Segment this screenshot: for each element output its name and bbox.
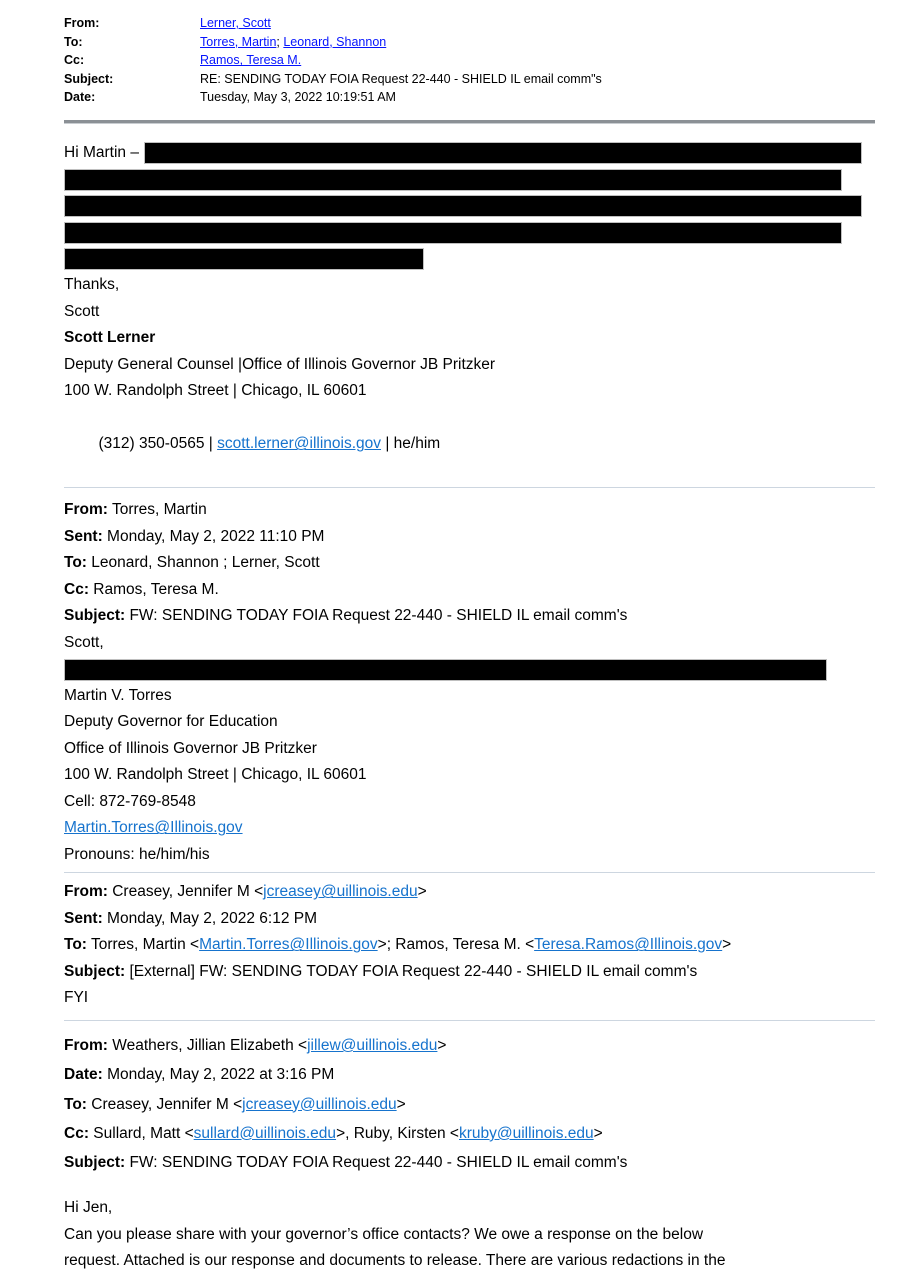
message3-creasey [64,879,875,1012]
from-name: Weathers, Jillian Elizabeth < [107,1036,308,1054]
cc-link-ramos[interactable]: Ramos, Teresa M. [200,53,302,68]
signature-address: 100 W. Randolph Street | Chicago, IL 60601 [64,382,367,400]
to-label: To: [64,936,87,954]
email-link-ruby[interactable]: kruby@uillinois.edu [458,1124,594,1142]
redaction-row [64,219,875,246]
to-close: > [396,1095,406,1113]
email-link-creasey[interactable]: jcreasey@uillinois.edu [242,1095,397,1113]
body-line-1: Can you please share with your governor’s office contacts? We owe a response on the below [64,1225,704,1243]
message-divider [64,872,875,873]
redaction-row [64,193,875,220]
thanks-line: Thanks, [64,276,120,294]
signature-title: Deputy Governor for Education [64,713,278,731]
from-label: From: [64,501,108,519]
subject-line [64,959,875,986]
signature-contact-line [64,405,875,485]
email-header-to-row [64,33,875,52]
from-line [64,1031,875,1060]
signature-office: Office of Illinois Governor JB Pritzker [64,739,317,757]
greeting-line: Hi Jen, [64,1199,113,1217]
to-name1: Torres, Martin < [86,936,200,954]
sent-value: Monday, May 2, 2022 6:12 PM [102,909,317,927]
message-divider [64,487,875,488]
greeting-line [64,140,875,167]
subject-label: Subject: [64,962,126,980]
salutation-line: Scott, [64,633,104,651]
to-separator: ; [276,34,284,49]
from-close: > [417,883,427,901]
to-name: Creasey, Jennifer M < [86,1095,243,1113]
from-value: Torres, Martin [107,501,207,519]
date-value: Monday, May 2, 2022 at 3:16 PM [102,1066,335,1084]
redaction-bar [64,195,862,217]
email-link-torres[interactable]: Martin.Torres@Illinois.gov [199,936,378,954]
from-name: Creasey, Jennifer M < [107,883,264,901]
cc-line [64,577,875,604]
cc-label: Cc: [64,53,85,68]
sent-label: Sent: [64,527,103,545]
cc-line [64,1119,875,1148]
to-line [64,932,875,959]
email-link-creasey[interactable]: jcreasey@uillinois.edu [263,883,418,901]
phone-text: (312) 350-0565 | [98,435,218,453]
to-close: > [722,936,732,954]
message-divider [64,1020,875,1021]
redaction-bar [64,169,842,191]
greeting-text: Hi Martin – [64,143,139,161]
signature-email-line [64,815,875,842]
email-link-torres[interactable]: Martin.Torres@Illinois.gov [64,819,243,837]
subject-value: FW: SENDING TODAY FOIA Request 22-440 - SHIELD IL email comm's [125,607,628,625]
date-value: Tuesday, May 3, 2022 10:19:51 AM [200,90,396,105]
email-header-cc-row [64,51,875,70]
from-label: From: [64,883,108,901]
subject-value: FW: SENDING TODAY FOIA Request 22-440 - SHIELD IL email comm's [125,1154,628,1172]
redaction-bar [64,222,842,244]
from-label: From: [64,1036,108,1054]
subject-value: [External] FW: SENDING TODAY FOIA Request 22-440 - SHIELD IL email comm's [125,962,698,980]
to-name2: >; Ramos, Teresa M. < [377,936,535,954]
email-header-date-row [64,88,875,107]
signature-pronouns: Pronouns: he/him/his [64,845,210,863]
redaction-bar [64,248,424,270]
email-header-from-row [64,14,875,33]
body-line-2: request. Attached is our response and documents to release. There are various redactions in the [64,1252,726,1270]
email-header-block [64,14,875,107]
subject-line [64,1148,875,1177]
redaction-row [64,656,875,683]
email-header-subject-row [64,70,875,89]
from-link[interactable]: Lerner, Scott [200,16,271,30]
to-value: Leonard, Shannon ; Lerner, Scott [86,554,320,572]
cc-name2: >, Ruby, Kirsten < [336,1124,459,1142]
from-line [64,497,875,524]
redaction-row [64,166,875,193]
sent-value: Monday, May 2, 2022 11:10 PM [102,527,325,545]
sent-line [64,524,875,551]
sent-line [64,906,875,933]
message2-torres [64,497,875,868]
body-line: FYI [64,989,89,1007]
subject-value: RE: SENDING TODAY FOIA Request 22-440 - SHIELD IL email comm"s [200,71,602,86]
signature-name: Scott Lerner [64,329,156,347]
to-line [64,1090,875,1119]
signature-address: 100 W. Randolph Street | Chicago, IL 60601 [64,766,367,784]
signoff-line: Scott [64,302,100,320]
date-line [64,1060,875,1089]
from-close: > [437,1036,447,1054]
redaction-bar [64,659,827,681]
date-label: Date: [64,1066,103,1084]
date-label: Date: [64,90,96,105]
to-label: To: [64,34,83,49]
to-link-torres[interactable]: Torres, Martin [200,34,277,49]
email-link-lerner[interactable]: scott.lerner@illinois.gov [217,435,382,453]
signature-title: Deputy General Counsel |Office of Illinois Governor JB Pritzker [64,355,496,373]
to-link-leonard[interactable]: Leonard, Shannon [283,34,387,49]
from-label: From: [64,16,100,30]
cc-name1: Sullard, Matt < [88,1124,194,1142]
message1-lerner [64,140,875,485]
message4-weathers [64,1031,875,1275]
to-label: To: [64,1095,87,1113]
email-link-ramos[interactable]: Teresa.Ramos@Illinois.gov [534,936,723,954]
cc-label: Cc: [64,580,89,598]
subject-label: Subject: [64,71,114,86]
to-label: To: [64,554,87,572]
signature-name: Martin V. Torres [64,686,172,704]
email-link-weathers[interactable]: jillew@uillinois.edu [307,1036,438,1054]
signature-cell: Cell: 872-769-8548 [64,792,196,810]
cc-value: Ramos, Teresa M. [88,580,219,598]
email-link-sullard[interactable]: sullard@uillinois.edu [193,1124,337,1142]
subject-line [64,603,875,630]
subject-label: Subject: [64,1154,126,1172]
pronoun-text: | he/him [381,435,441,453]
cc-close: > [593,1124,603,1142]
cc-label: Cc: [64,1124,89,1142]
redaction-row [64,246,875,273]
sent-label: Sent: [64,909,103,927]
header-divider [64,120,875,124]
subject-label: Subject: [64,607,126,625]
redaction-bar [144,142,862,164]
from-line [64,879,875,906]
to-line [64,550,875,577]
